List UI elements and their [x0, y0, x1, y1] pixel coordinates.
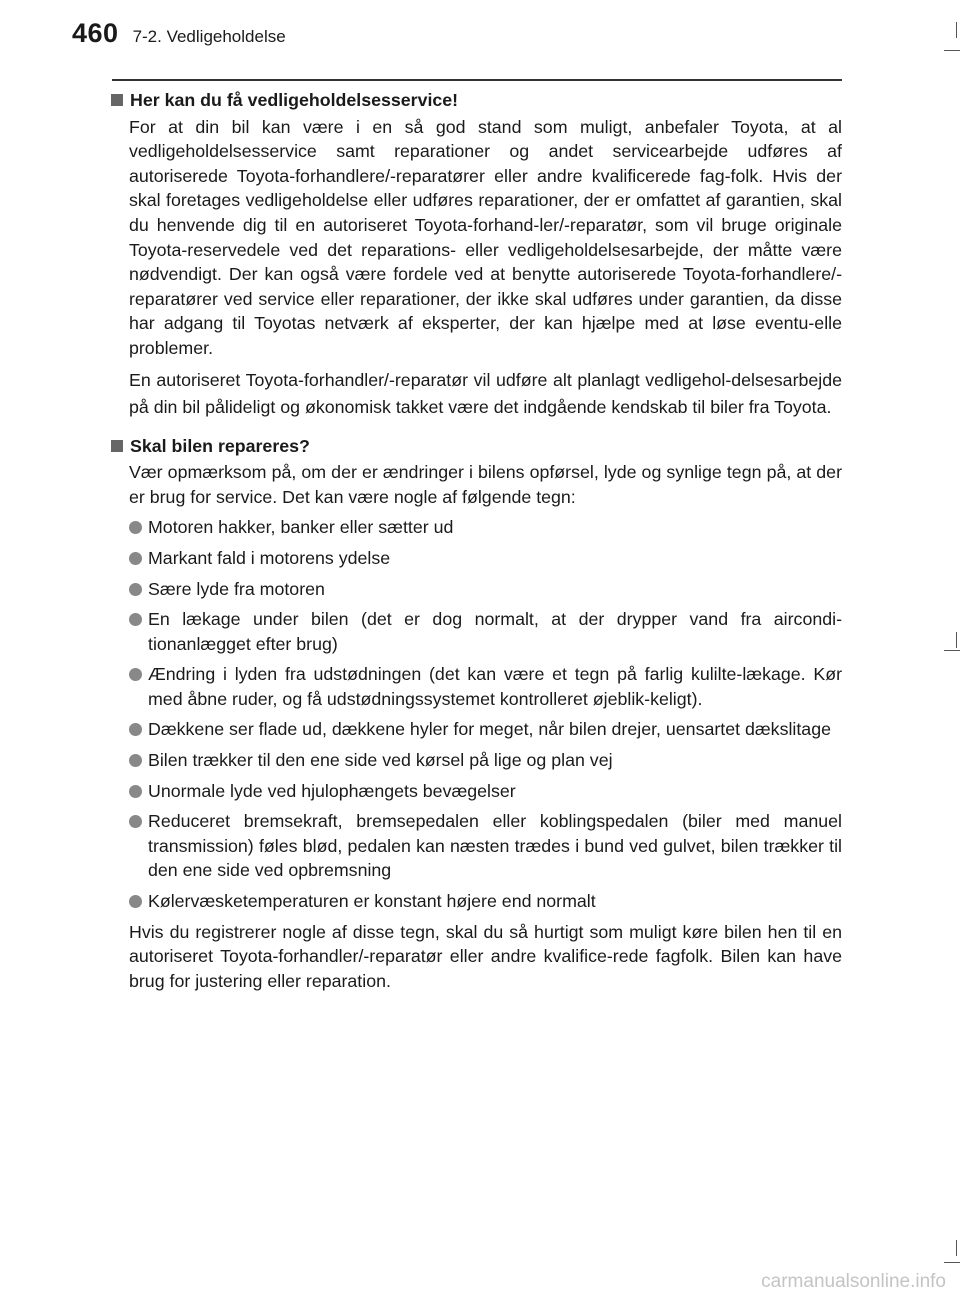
header-divider	[112, 79, 842, 81]
round-bullet-icon	[129, 668, 142, 681]
square-bullet-icon	[111, 440, 123, 452]
crop-mark	[956, 22, 957, 38]
paragraph: Hvis du registrerer nogle af disse tegn, skal du så hurtigt som muligt køre bilen hen til en autoriseret Toyota-forhandler/-reparatør eller andre kvalifice-rede fagfolk. Bilen kan have brug for justering eller reparation.	[129, 921, 842, 991]
list-item	[129, 809, 842, 883]
warning-signs-list	[129, 515, 842, 913]
list-item	[129, 662, 842, 711]
list-item	[129, 546, 842, 571]
list-item-text: Markant fald i motorens ydelse	[148, 547, 391, 568]
watermark: carmanualsonline.info	[761, 1271, 946, 1292]
section-heading	[111, 88, 842, 113]
section-heading-text: Her kan du få vedligeholdelsesservice!	[130, 90, 459, 110]
round-bullet-icon	[129, 583, 142, 596]
round-bullet-icon	[129, 552, 142, 565]
round-bullet-icon	[129, 723, 142, 736]
list-item	[129, 607, 842, 656]
paragraph: Vær opmærksom på, om der er ændringer i bilens opførsel, lyde og synlige tegn på, at der er brug for service. Det kan være nogle af følgende tegn:	[129, 462, 842, 507]
round-bullet-icon	[129, 754, 142, 767]
chapter-title: 7-2. Vedligeholdelse	[132, 27, 286, 46]
paragraph: En autoriseret Toyota-forhandler/-reparatør vil udføre alt planlagt vedligehol-delsesarbejde på din bil pålideligt og økonomisk takket være det indgående kendskab til biler fra Toyota.	[129, 369, 842, 418]
round-bullet-icon	[129, 613, 142, 626]
section-repair-needed	[111, 434, 842, 994]
list-item-text: Bilen trækker til den ene side ved kørsel på lige og plan vej	[148, 750, 613, 771]
list-item	[129, 889, 842, 914]
list-item	[129, 748, 842, 773]
list-item-text: Dækkene ser flade ud, dækkene hyler for meget, når bilen drejer, uensartet dækslitage	[148, 719, 831, 740]
section-heading-text: Skal bilen repareres?	[130, 435, 310, 456]
crop-mark	[944, 50, 960, 51]
page-header	[72, 18, 286, 58]
round-bullet-icon	[129, 815, 142, 828]
list-item-text: Kølervæsketemperaturen er konstant højere end normalt	[148, 891, 596, 912]
crop-mark	[944, 1262, 960, 1263]
list-item	[129, 577, 842, 602]
list-item-text: Sære lyde fra motoren	[148, 578, 325, 599]
list-item-text: Ændring i lyden fra udstødningen (det kan være et tegn på farlig kulilte-lækage. Kør med åbne ruder, og få udstødningssystemet kontrolleret øjeblik-keligt).	[148, 664, 842, 709]
list-item	[129, 779, 842, 804]
crop-mark	[956, 632, 957, 648]
list-item	[129, 515, 842, 540]
list-item	[129, 717, 842, 742]
section-heading	[111, 434, 842, 459]
paragraph: For at din bil kan være i en så god stand som muligt, anbefaler Toyota, at al vedligeholdelsesservice samt reparationer og andet servicearbejde udføres af autoriserede Toyota-forhandlere/-reparatører eller andre kvalificerede fag-folk. Hvis der skal foretages vedligeholdelse eller udføres reparationer, der er omfattet af garantien, skal du henvende dig til en autoriseret Toyota-forhand-ler/-reparatør, som vil bruge originale Toyota-reservedele ved det reparations- eller vedligeholdelsesarbejde, der måtte være nødvendigt. Der kan også være fordele ved at benytte autoriserede Toyota-forhandlere/-reparatører ved service eller reparationer, der ikke skal udføres under garantien, da disse har adgang til Toyotas netværk af eksperter, der kan hjælpe med at løse eventu-elle problemer.	[129, 116, 842, 358]
list-item-text: Motoren hakker, banker eller sætter ud	[148, 517, 454, 538]
list-item-text: Unormale lyde ved hjulophængets bevægelser	[148, 780, 516, 801]
page-content	[111, 88, 842, 1005]
round-bullet-icon	[129, 785, 142, 798]
list-item-text: Reduceret bremsekraft, bremsepedalen eller koblingspedalen (biler med manuel transmission) føles blød, pedalen kan næsten trædes i bund ved gulvet, bilen trækker til den ene side ved opbremsning	[148, 811, 842, 881]
round-bullet-icon	[129, 521, 142, 534]
page-number: 460	[72, 18, 119, 48]
crop-mark	[944, 650, 960, 651]
square-bullet-icon	[111, 94, 123, 106]
round-bullet-icon	[129, 895, 142, 908]
list-item-text: En lækage under bilen (det er dog normalt, at der drypper vand fra aircondi-tionanlægget efter brug)	[148, 609, 842, 654]
section-service-location	[111, 88, 842, 422]
crop-mark	[956, 1240, 957, 1256]
